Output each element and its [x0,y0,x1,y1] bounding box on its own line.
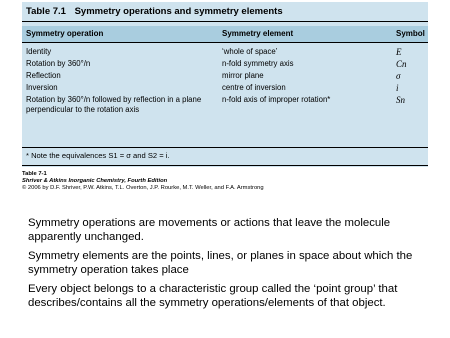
element-cell: ‘whole of space’ [222,47,278,56]
table-number: Table 7.1 [26,6,66,17]
table-row [22,59,428,69]
symbol-cell: i [396,83,399,93]
note-divider [22,147,428,148]
paragraph-point-group: Every object belongs to a characteristic group called the ‘point group’ that describes/contains all the symmetry operations/elements of that object. [28,283,398,309]
table-note: * Note the equivalences S1 = σ and S2 = i. [26,151,170,160]
header-element: Symmetry element [222,29,294,38]
table-caption [22,171,264,191]
table-row [22,71,428,81]
caption-copyright: © 2006 by D.F. Shriver, P.W. Atkins, T.L. Overton, J.P. Rourke, M.T. Weller, and F.A. Armstrong [22,184,264,191]
symbol-cell: Cn [396,59,407,69]
table-row [22,95,428,127]
table-bottom-rule [22,165,428,166]
table-title-bar [22,2,428,22]
symbol-cell: E [396,47,402,57]
table-header-row [22,26,428,43]
operation-cell: Rotation by 360°/n followed by reflection in a plane perpendicular to the rotation axis [26,95,202,114]
table-title: Symmetry operations and symmetry elements [74,6,283,17]
caption-label: Table 7-1 [22,171,47,177]
symbol-cell: Sn [396,95,405,105]
operation-cell: Inversion [26,83,58,92]
element-cell: mirror plane [222,71,264,80]
explanation-text [28,216,438,315]
paragraph-elements: Symmetry elements are the points, lines, or planes in space about which the symmetry operation takes place [28,250,413,276]
operation-cell: Reflection [26,71,61,80]
table-row [22,83,428,93]
element-cell: n-fold symmetry axis [222,59,294,68]
symbol-cell: σ [396,71,401,81]
operation-cell: Rotation by 360°/n [26,59,91,68]
caption-book: Shriver & Atkins Inorganic Chemistry, Fourth Edition [22,177,168,184]
table-body [22,47,428,155]
element-cell: centre of inversion [222,83,286,92]
header-operation: Symmetry operation [26,29,104,38]
symmetry-table [22,2,428,167]
operation-cell: Identity [26,47,52,56]
paragraph-operations: Symmetry operations are movements or actions that leave the molecule apparently unchanged. [28,217,391,243]
table-row [22,47,428,57]
element-cell: n-fold axis of improper rotation* [222,95,331,104]
header-symbol: Symbol [396,29,425,38]
